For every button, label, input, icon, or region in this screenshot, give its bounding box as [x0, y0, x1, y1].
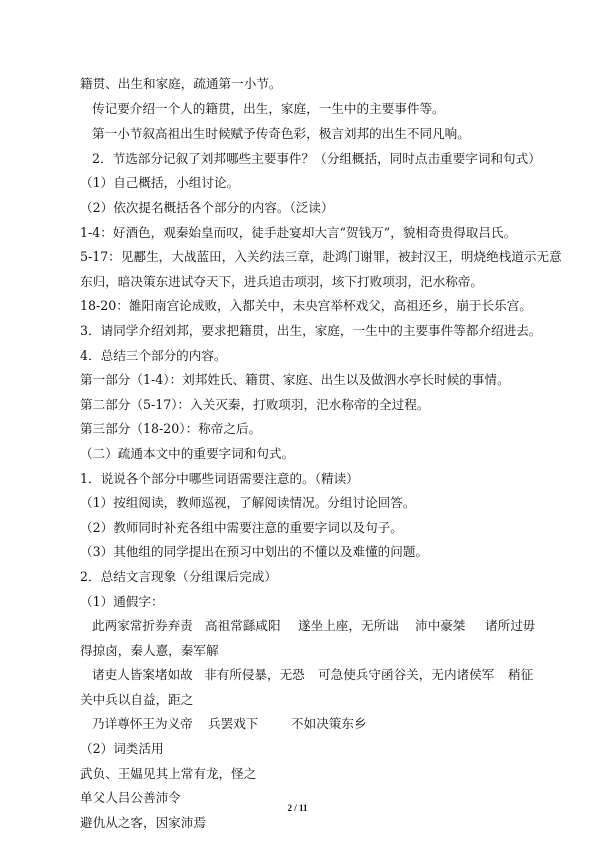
- text-line: 2．总结文言现象（分组课后完成）: [80, 569, 277, 584]
- text-line: 1-4：好酒色，观秦始皇而叹，徒手赴宴却大言“贺钱万”，貌相奇贵得取吕氏。: [80, 225, 517, 240]
- text-line: （3）其他组的同学提出在预习中划出的不懂以及难懂的问题。: [80, 544, 429, 559]
- text-line: 3．请同学介绍刘邦，要求把籍贯，出生，家庭，一生中的主要事件等都介绍进去。: [80, 323, 542, 338]
- text-line: 18-20：雒阳南宫论成败，入都关中，未央宫举杯戏父，高祖还乡，崩于长乐宫。: [80, 298, 532, 313]
- example-phrase: 诸所过毋: [485, 618, 536, 633]
- text-line: 避仇从之客，因家沛焉: [80, 815, 206, 830]
- text-line: 关中兵以自益，距之: [80, 692, 194, 707]
- text-line: 2．节选部分记叙了刘邦哪些主要事件？（分组概括，同时点击重要字词和句式）: [92, 151, 541, 166]
- text-line: 4．总结三个部分的内容。: [80, 348, 227, 363]
- text-line: 第一部分（1-4）：刘邦姓氏、籍贯、家庭、出生以及做泗水亭长时候的事情。: [80, 372, 510, 387]
- text-line: （2）词类活用: [80, 741, 164, 756]
- text-line: 第一小节叙高祖出生时候赋予传奇色彩，极言刘邦的出生不同凡响。: [92, 126, 470, 141]
- text-line: （2）教师同时补充各组中需要注意的重要字词以及句子。: [80, 520, 403, 535]
- example-phrase: 非有所侵暴，无恐: [204, 667, 305, 682]
- text-line: 单父人吕公善沛令: [80, 790, 181, 805]
- text-line: 籍贯、出生和家庭，疏通第一小节。: [80, 76, 282, 91]
- text-line: 武负、王媪见其上常有龙，怪之: [80, 766, 257, 781]
- example-phrase: 遂坐上座，无所诎: [298, 618, 399, 633]
- text-line: （2）依次提名概括各个部分的内容。（泛读）: [80, 200, 334, 215]
- text-line: 5-17：见酈生，大战蓝田，入关约法三章，赴鸿门谢罪，被封汉王，明烧绝栈道示无意: [80, 249, 562, 264]
- example-phrase: 可急使兵守函谷关，无内诸侯军: [318, 667, 495, 682]
- text-line: 第三部分（18-20）：称帝之后。: [80, 421, 262, 436]
- text-line: 东归，暗决策东进试夺天下，进兵追击项羽，垓下打败项羽，汜水称帝。: [80, 274, 483, 289]
- example-phrase: 稍征: [508, 667, 534, 682]
- example-phrase: 沛中豪桀: [415, 618, 466, 633]
- text-line: （1）自己概括，小组讨论。: [80, 175, 240, 190]
- text-line: 传记要介绍一个人的籍贯，出生，家庭，一生中的主要事件等。: [92, 101, 445, 116]
- text-line: 1．说说各个部分中哪些词语需要注意的。（精读）: [80, 471, 359, 486]
- text-line: （二）疏通本文中的重要字词和句式。: [80, 446, 295, 461]
- text-line: （1）通假字：: [80, 594, 164, 609]
- example-phrase: 乃详尊怀王为义帝: [92, 716, 193, 731]
- example-phrase: 高祖常繇咸阳: [205, 618, 281, 633]
- text-line: 第二部分（5-17）：入关灭秦，打败项羽，汜水称帝的全过程。: [80, 397, 430, 412]
- text-line: （1）按组阅读，教师巡视，了解阅读情况。分组讨论回答。: [80, 495, 416, 510]
- example-phrase: 不如决策东乡: [291, 716, 367, 731]
- example-phrase: 此两家常折券弃责: [92, 618, 193, 633]
- example-phrase: 兵罢戏下: [208, 716, 259, 731]
- text-line: 得掠卤，秦人憙，秦军解: [80, 643, 219, 658]
- example-phrase: 诸吏人皆案堵如故: [92, 667, 193, 682]
- page-number: 2 / 11: [287, 803, 308, 813]
